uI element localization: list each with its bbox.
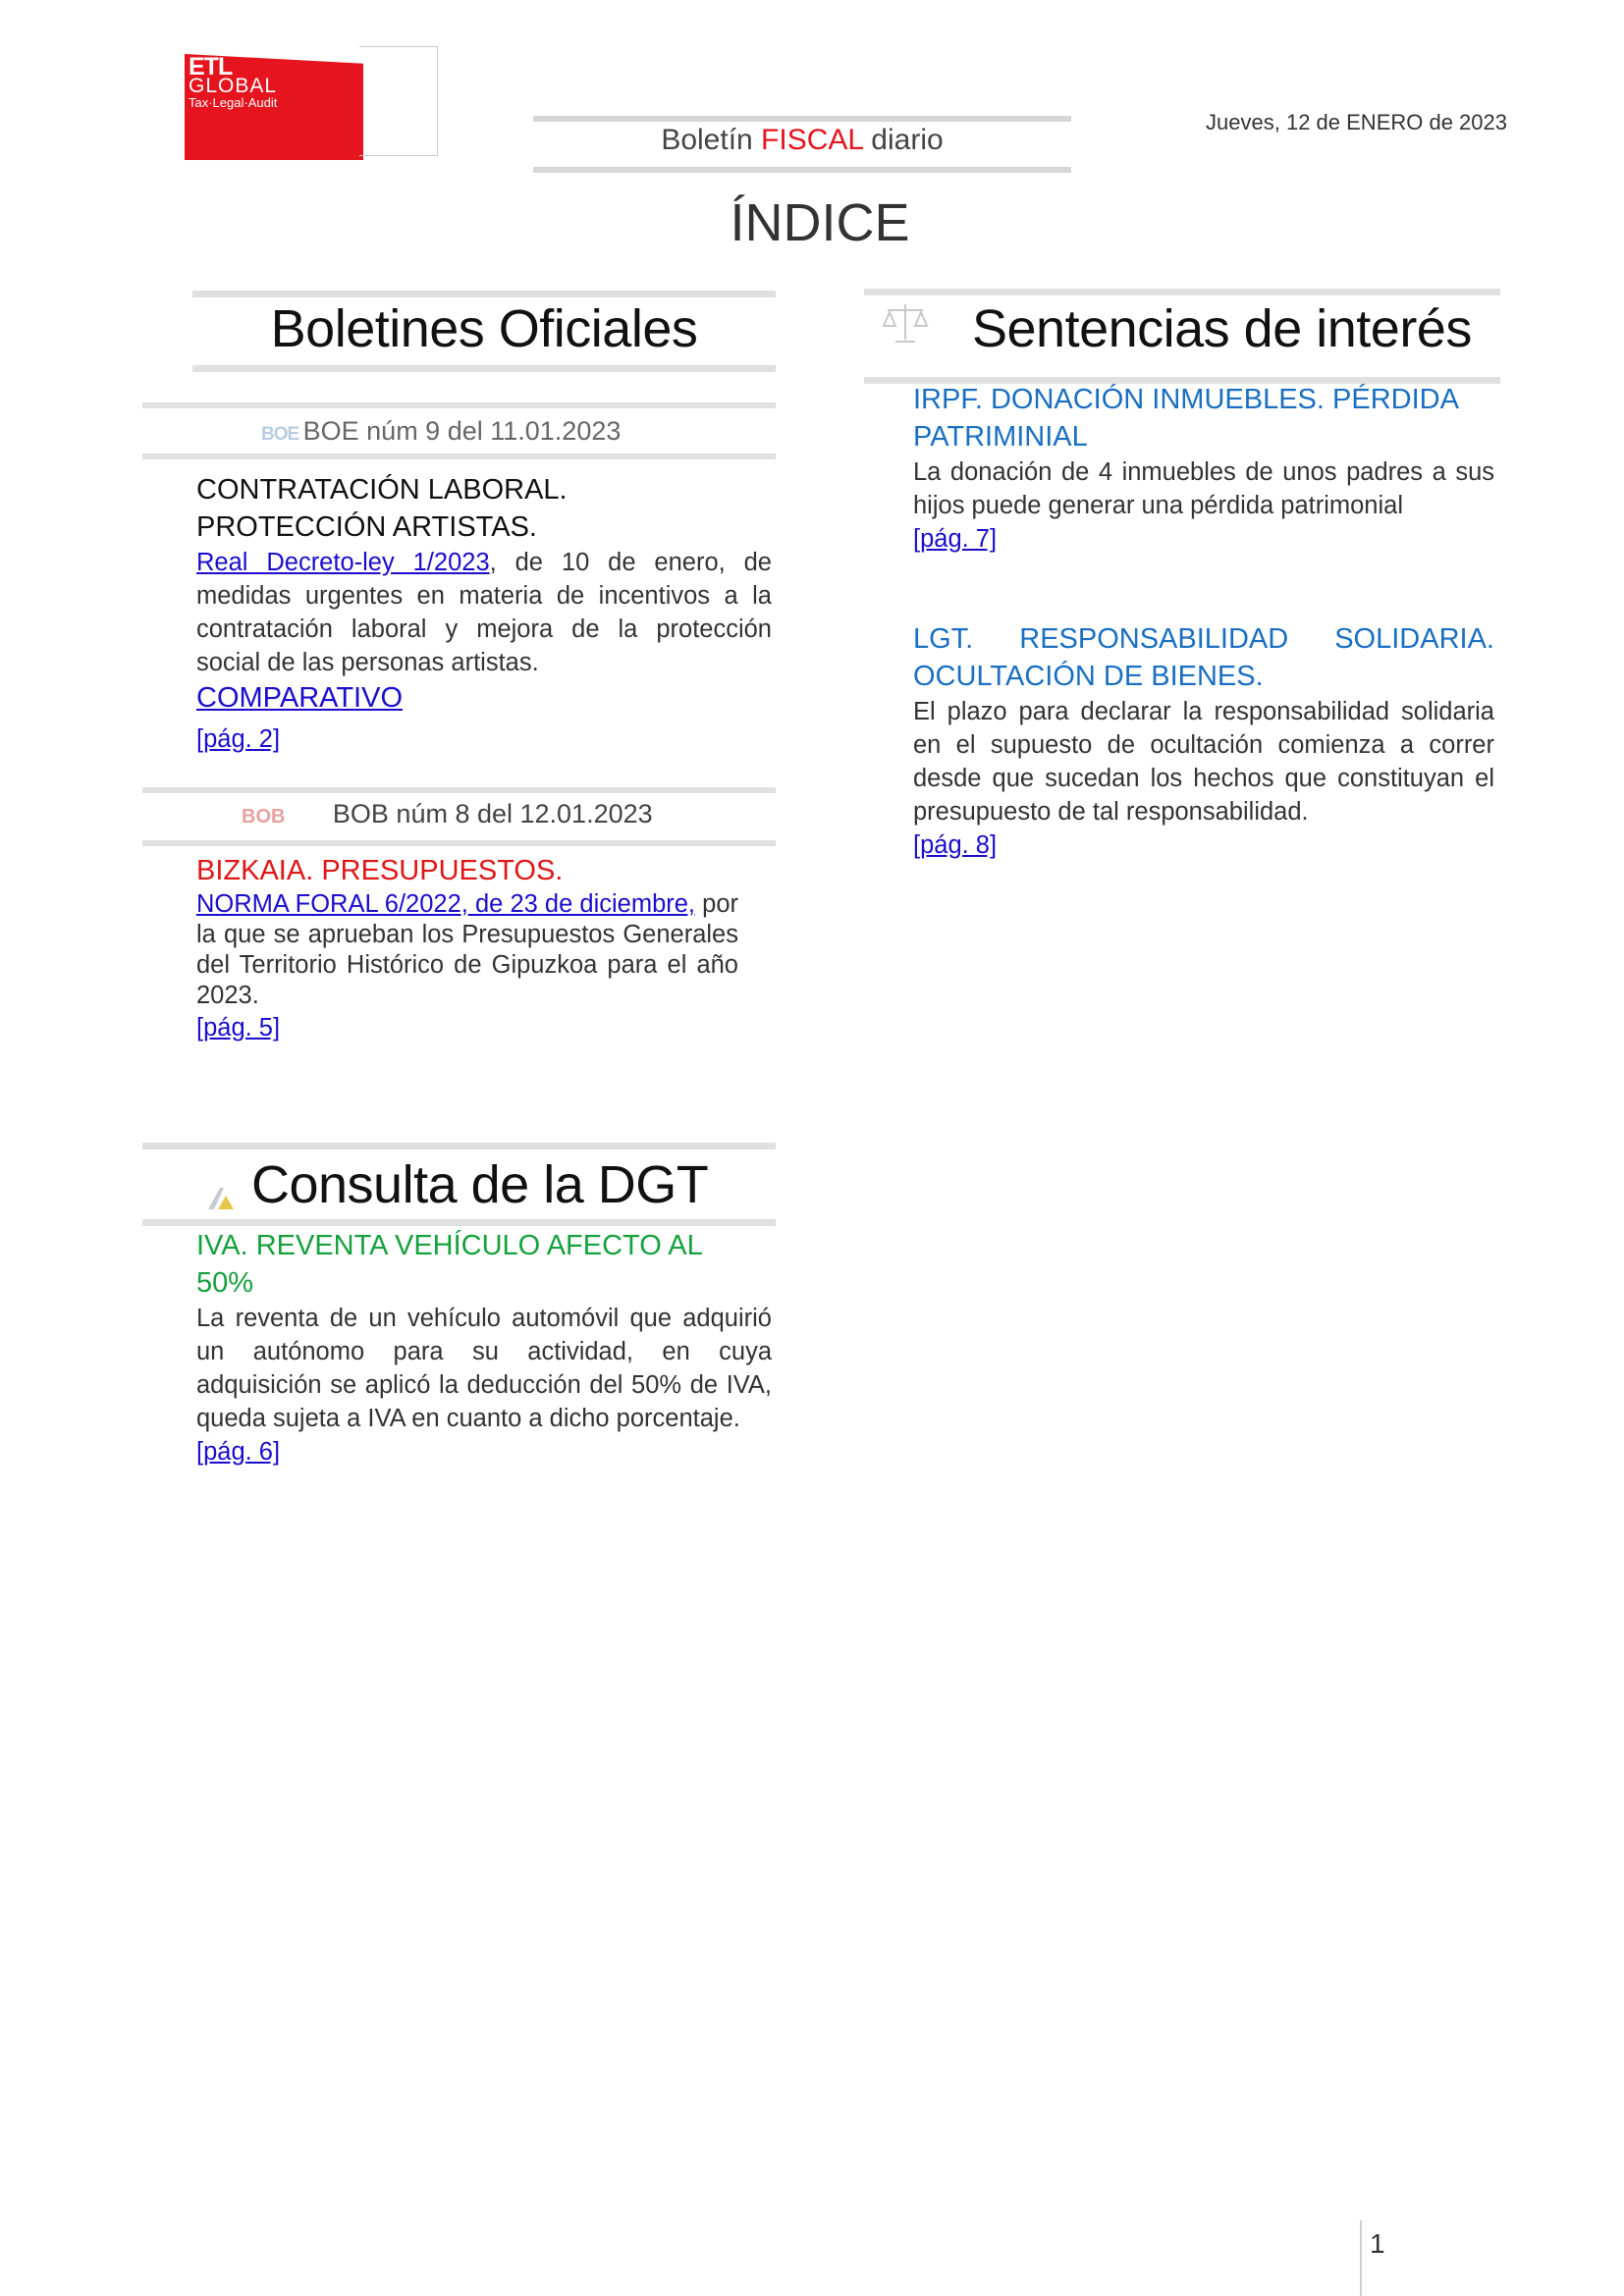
norma-foral-link[interactable]: NORMA FORAL 6/2022, de 23 de diciembre, <box>196 890 696 918</box>
page-link-2[interactable]: [pág. 2] <box>196 725 281 753</box>
page-link-7[interactable]: [pág. 7] <box>913 525 998 553</box>
section-rule-bottom <box>192 365 776 372</box>
section-title-sentencias: Sentencias de interés <box>972 299 1472 358</box>
page-link-5[interactable]: [pág. 5] <box>196 1014 281 1041</box>
boe-item-title-1: CONTRATACIÓN LABORAL. <box>196 474 568 506</box>
bob-item-text: por la que se aprueban los Presupuestos Generales del Territorio Histórico de Gipuzkoa para el año 2023. <box>196 890 738 1009</box>
boe-item <box>196 471 772 756</box>
logo-line-3: Tax·Legal·Audit <box>189 95 278 110</box>
header-top-rule <box>533 116 1071 122</box>
sentencias-rule-top <box>864 289 1500 295</box>
publication-date: Jueves, 12 de ENERO de 2023 <box>1206 110 1507 134</box>
sentencia-1-title-2: PATRIMINIAL <box>913 421 1088 453</box>
sentencia-2-title-2: OCULTACIÓN DE BIENES. <box>913 661 1264 692</box>
logo-line-1: ETL <box>189 53 233 80</box>
dgt-item-title-2: 50% <box>196 1267 254 1299</box>
page-link-8[interactable]: [pág. 8] <box>913 831 998 859</box>
boe-item-title-2: PROTECCIÓN ARTISTAS. <box>196 511 537 543</box>
title-pre: Boletín <box>661 124 762 156</box>
real-decreto-link[interactable]: Real Decreto-ley 1/2023 <box>196 549 490 576</box>
scales-of-justice-icon <box>882 300 929 346</box>
dgt-item <box>196 1227 772 1468</box>
dgt-item-body: La reventa de un vehículo automóvil que adquirió un autónomo para su actividad, en cuya adquisición se aplicó la deducción del 50% de IVA, queda sujeta a IVA en cuanto a dicho porcentaje. <box>196 1305 772 1432</box>
bob-item-title: BIZKAIA. PRESUPUESTOS. <box>196 855 564 886</box>
page-link-6[interactable]: [pág. 6] <box>196 1438 281 1466</box>
sentencia-2-page-row <box>913 828 1494 862</box>
page-number-rule <box>1360 2220 1362 2296</box>
tax-agency-icon <box>206 1186 236 1211</box>
sentencia-2-body: El plazo para declarar la responsabilidad solidaria en el supuesto de ocultación comienza a correr desde que sucedan los hechos que constituyan el presupuesto de tal responsabilidad. <box>913 698 1494 826</box>
bob-rule-top <box>142 787 776 793</box>
bulletin-title <box>533 124 1071 157</box>
page-number: 1 <box>1370 2228 1385 2259</box>
bob-header <box>242 799 653 829</box>
header-bottom-rule <box>533 167 1071 173</box>
boe-label: BOE núm 9 del 11.01.2023 <box>302 416 622 446</box>
bob-page-row <box>196 1011 738 1044</box>
sentencia-item-2 <box>913 620 1494 862</box>
bob-item-body <box>196 889 738 1011</box>
dgt-rule-top <box>142 1143 776 1149</box>
boe-item-text: , de 10 de enero, de medidas urgentes en materia de incentivos a la contratación laboral y mejora de la protección social de las personas artistas. <box>196 549 772 676</box>
bob-logo-icon: BOB <box>242 806 286 828</box>
section-title-dgt: Consulta de la DGT <box>251 1155 709 1214</box>
sentencia-1-page-row <box>913 522 1494 556</box>
dgt-rule-bottom <box>142 1219 776 1226</box>
boe-rule-top <box>142 402 776 408</box>
dgt-item-title-1: IVA. REVENTA VEHÍCULO AFECTO AL <box>196 1230 703 1261</box>
company-logo <box>189 53 278 110</box>
boe-page-row <box>196 722 772 756</box>
boe-item-body <box>196 546 772 679</box>
logo-outline <box>359 46 438 156</box>
comparativo-link[interactable]: COMPARATIVO <box>196 682 403 714</box>
title-accent: FISCAL <box>761 124 863 156</box>
dgt-page-row <box>196 1435 772 1468</box>
bob-item <box>196 852 738 1044</box>
sentencia-2-title-1: LGT. RESPONSABILIDAD SOLIDARIA. <box>913 623 1494 655</box>
section-title-boletines: Boletines Oficiales <box>270 299 698 358</box>
bob-rule-bottom <box>142 840 776 846</box>
logo-line-2: GLOBAL <box>189 75 278 97</box>
bob-label: BOB núm 8 del 12.01.2023 <box>332 799 653 828</box>
sentencia-1-body: La donación de 4 inmuebles de unos padres a sus hijos puede generar una pérdida patrimonial <box>913 458 1494 519</box>
title-post: diario <box>862 124 944 156</box>
boe-logo-icon: BOE <box>261 424 299 445</box>
boe-rule-bottom <box>142 454 776 459</box>
sentencia-1-title-1: IRPF. DONACIÓN INMUEBLES. PÉRDIDA <box>913 384 1459 415</box>
index-title: ÍNDICE <box>730 193 910 252</box>
boe-header <box>261 416 621 447</box>
section-rule-top <box>192 291 776 297</box>
comparativo-row <box>196 679 772 717</box>
sentencia-item-1 <box>913 381 1494 556</box>
